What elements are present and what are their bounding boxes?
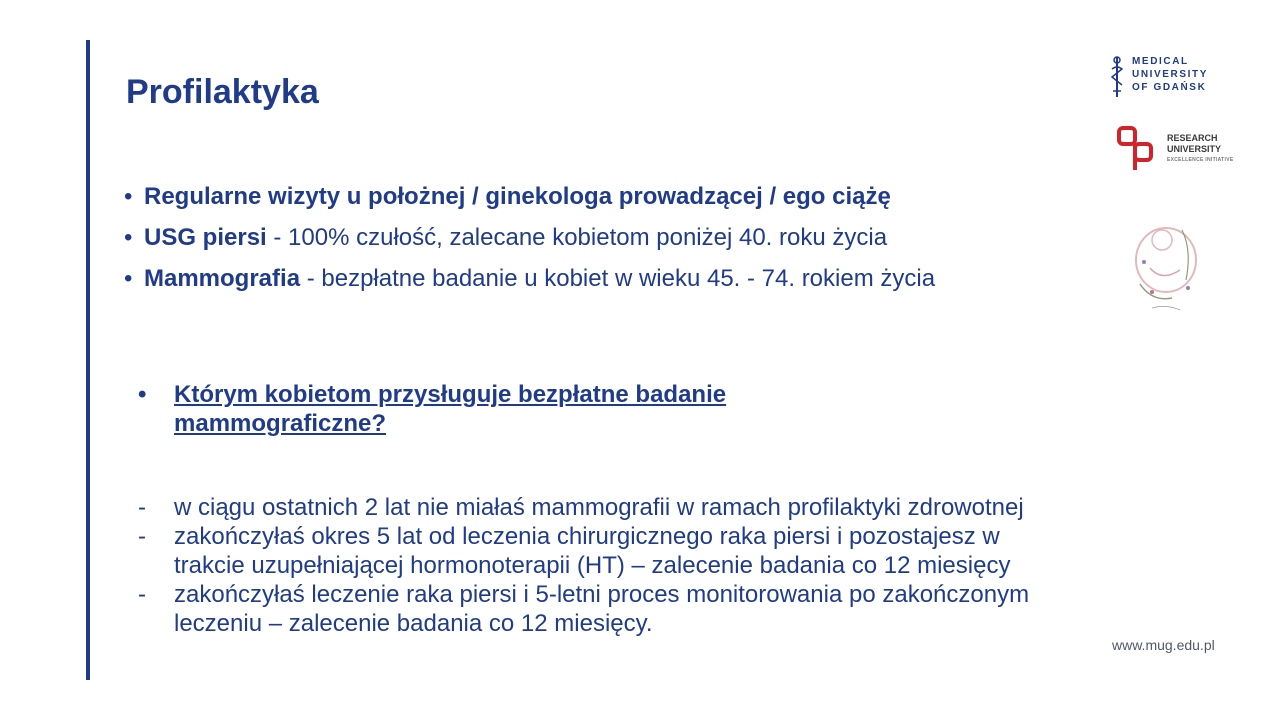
- mother-child-illustration-icon: [1122, 210, 1208, 320]
- rod-of-asclepius-icon: [1110, 55, 1124, 99]
- logo-area: [1110, 55, 1250, 99]
- research-university-mark-icon: [1117, 126, 1161, 172]
- bullet-glyph: •: [124, 183, 133, 210]
- left-accent-bar: [86, 40, 90, 680]
- question-text: Którym kobietom przysługuje bezpłatne badanie mammograficzne?: [174, 381, 727, 437]
- answer-text: w ciągu ostatnich 2 lat nie miałaś mammografii w ramach profilaktyki zdrowotnej: [174, 494, 1024, 521]
- slide-title: Profilaktyka: [126, 73, 319, 111]
- bullet-text: - bezpłatne badanie u kobiet w wieku 45. - 74. rokiem życia: [300, 265, 936, 292]
- footer-url[interactable]: www.mug.edu.pl: [1112, 637, 1215, 653]
- bullet-text: - 100% czułość, zalecane kobietom poniżej 40. roku życia: [266, 224, 888, 251]
- bullet-list: [124, 182, 1064, 305]
- mug-logo-line: UNIVERSITY: [1132, 69, 1209, 80]
- bullet-glyph: •: [124, 265, 133, 292]
- mug-logo-line: OF GDAŃSK: [1132, 82, 1207, 93]
- answer-text: zakończyłaś leczenie raka piersi i 5-letni proces monitorowania po zakończonym leczeniu – zalecenie badania co 12 miesięcy.: [174, 581, 1030, 637]
- answer-item: [138, 493, 1038, 522]
- dash-glyph: -: [138, 494, 146, 521]
- answer-list: [138, 493, 1038, 638]
- answer-item: [138, 580, 1038, 638]
- bullet-glyph: •: [124, 224, 133, 251]
- bullet-item: [124, 182, 1064, 211]
- bullet-item: [124, 223, 1064, 252]
- dash-glyph: -: [138, 581, 146, 608]
- ru-logo-line: UNIVERSITY: [1167, 143, 1222, 154]
- research-university-logo: [1117, 126, 1234, 172]
- answer-text: zakończyłaś okres 5 lat od leczenia chirurgicznego raka piersi i pozostajesz w trakcie uzupełniającej hormonoterapii (HT) – zalecenie badania co 12 miesięcy: [174, 523, 1011, 579]
- bullet-bold-text: USG piersi: [144, 224, 267, 251]
- bullet-bold-text: Regularne wizyty u położnej / ginekologa prowadzącej / ego ciążę: [144, 183, 891, 210]
- ru-logo-subline: EXCELLENCE INITIATIVE: [1167, 156, 1234, 163]
- dash-glyph: -: [138, 523, 146, 550]
- question-bullet: [138, 380, 858, 438]
- bullet-item: [124, 264, 1064, 293]
- mug-logo-line: MEDICAL: [1132, 56, 1189, 67]
- bullet-bold-text: Mammografia: [144, 265, 301, 292]
- mug-logo: [1110, 55, 1250, 99]
- ru-logo-line: RESEARCH: [1167, 132, 1218, 143]
- answer-item: [138, 522, 1038, 580]
- bullet-glyph: •: [138, 381, 147, 408]
